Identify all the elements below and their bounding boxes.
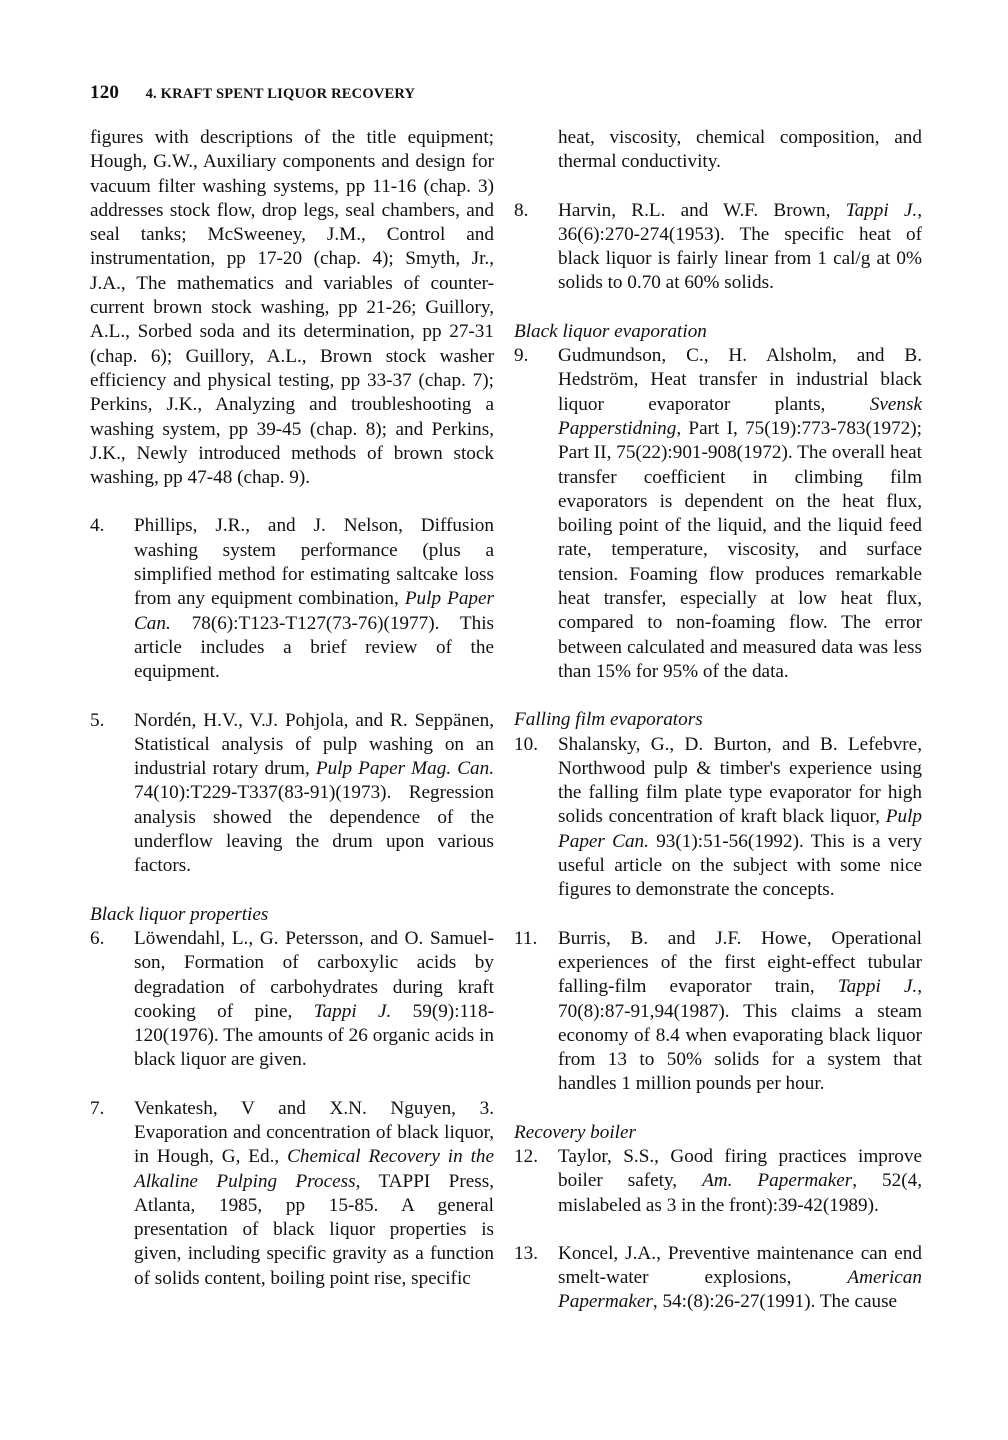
reference-text: , TAPPI Press, Atlanta, 1985, pp 15-85. A general presentation of black liquor properties is given, including specific gravity as a function of solids content, boiling point rise, specific <box>134 1170 494 1289</box>
reference-text: , 36(6):270-274(1953). The specific heat of black liquor is fairly linear from 1 cal/g at 0% solids to 0.70 at 60% solids. <box>558 199 922 294</box>
reference-text: Taylor, S.S., Good firing practices improve boiler safety, <box>558 1145 922 1192</box>
reference-5 <box>90 709 494 879</box>
journal-title: Pulp Paper Can. <box>134 588 494 634</box>
reference-text: , 54:(8):26-27(1991). The cause <box>652 1291 898 1313</box>
reference-6 <box>90 927 494 1073</box>
reference-number: 10. <box>514 733 538 755</box>
reference-text: , 52(4, mislabeled as 3 in the front):39-42(1989). <box>558 1170 923 1216</box>
reference-text: 59(9):118-120(1976). The amounts of 26 organic acids in black liquor are given. <box>134 1000 494 1071</box>
journal-title: Pulp Paper Can. <box>558 806 922 852</box>
journal-title: American Papermaker <box>558 1267 922 1313</box>
section-heading-recovery-boiler: Recovery boiler <box>514 1121 636 1143</box>
reference-number: 9. <box>514 345 529 367</box>
book-title: Chemical Recovery in the Alkaline Pulping Process <box>134 1146 495 1192</box>
continuation-paragraph: heat, viscosity, chemical composition, and thermal conductivity. <box>558 127 922 173</box>
reference-number: 7. <box>90 1097 105 1119</box>
reference-4 <box>90 514 494 684</box>
journal-title: Pulp Paper Mag. Can. <box>315 758 494 780</box>
reference-text: 93(1):51-56(1992). This is a very useful article on the subject with some nice figures to demonstrate the concepts. <box>558 830 922 901</box>
journal-title: Am. Papermaker <box>702 1170 853 1192</box>
reference-text: Harvin, R.L. and W.F. Brown, <box>558 199 846 221</box>
journal-title: Tappi J. <box>845 199 918 221</box>
reference-text: , 70(8):87-91,94(1987). This claims a steam economy of 8.4 when evaporating black liquor from 13 to 50% solids for a system that handles 1 million pounds per hour. <box>558 976 922 1095</box>
reference-13 <box>514 1242 922 1315</box>
right-column <box>514 126 922 1315</box>
continuation-paragraph: figures with descriptions of the title equipment; Hough, G.W., Auxiliary components and design for vacuum filter washing systems, pp 11-16 (chap. 3) addresses stock flow, drop legs, seal chambers, and seal tanks; McSweeney, J.M., Control and instrumentation, pp 17-20 (chap. 4); Smyth, Jr., J.A., The mathematics and variables of counter-current brown stock washing, pp 21-26; Guillory, A.L., Sorbed soda and its determination, pp 27-31 (chap. 6); Guillory, A.L., Brown stock washer efficiency and physical testing, pp 33-37 (chap. 7); Perkins, J.K., Analyzing and troubleshooting a washing system, pp 39-45 (chap. 8); and Perkins, J.K., Newly introduced methods of brown stock washing, pp 47-48 (chap. 9). <box>90 127 494 489</box>
journal-title: Tappi J. <box>313 1000 392 1022</box>
reference-number: 4. <box>90 515 105 537</box>
reference-number: 6. <box>90 927 105 949</box>
reference-text: Koncel, J.A., Preventive maintenance can end smelt-water explosions, <box>558 1242 922 1289</box>
reference-number: 5. <box>90 709 105 731</box>
reference-8 <box>514 199 922 296</box>
reference-text: Shalansky, G., D. Burton, and B. Lefebvre, Northwood pulp & timber's experience using the falling film plate type evaporator for high solids concentration of kraft black liquor, <box>558 733 922 828</box>
section-heading-black-liquor-evaporation: Black liquor evaporation <box>514 320 707 342</box>
section-heading-falling-film-evaporators: Falling film evaporators <box>514 709 703 731</box>
reference-number: 11. <box>514 927 538 949</box>
reference-text: Nordén, H.V., V.J. Pohjola, and R. Seppänen, Statistical analysis of pulp washing on an industrial rotary drum, <box>134 709 494 780</box>
reference-text: Phillips, J.R., and J. Nelson, Diffusion washing system performance (plus a simplified method for estimating saltcake loss from any equipment combination, <box>134 515 494 610</box>
reference-text: , Part I, 75(19):773-783(1972); Part II, 75(22):901-908(1972). The overall heat transfer coefficient in climbing film evaporators is dependent on the heat flux, boiling point of the liquid, and the liquid feed rate, temperature, viscosity, and surface tension. Foaming flow produces remarkable heat transfer, especially at low heat flux, compared to non-foaming flow. The error between calculated and measured data was less than 15% for 95% of the data. <box>558 417 922 682</box>
reference-number: 8. <box>514 199 529 221</box>
reference-10 <box>514 733 922 903</box>
reference-9 <box>514 344 922 684</box>
reference-text: Gudmundson, C., H. Alsholm, and B. Hedström, Heat transfer in industrial black liquor evaporator plants, <box>558 345 922 415</box>
reference-text: 78(6):T123-T127(73-76)(1977). This article includes a brief review of the equipment. <box>134 612 494 683</box>
reference-text: Venkatesh, V and X.N. Nguyen, 3. Evaporation and concentration of black liquor, in Hough, G, Ed., <box>134 1097 494 1168</box>
reference-text: Burris, B. and J.F. Howe, Operational experiences of the first eight-effect tubular falling-film evaporator train, <box>558 927 922 998</box>
page-header <box>90 82 415 104</box>
section-heading-black-liquor-properties: Black liquor properties <box>90 903 269 925</box>
reference-number: 12. <box>514 1145 538 1167</box>
reference-text: 74(10):T229-T337(83-91)(1973). Regression analysis showed the dependence of the underflow leaving the drum upon various factors. <box>134 782 494 877</box>
running-head: 4. KRAFT SPENT LIQUOR RECOVERY <box>145 86 416 102</box>
reference-11 <box>514 927 922 1097</box>
left-column <box>90 126 494 1291</box>
journal-title: Svensk Papperstidning <box>558 393 922 439</box>
reference-number: 13. <box>514 1242 538 1264</box>
reference-7 <box>90 1097 494 1291</box>
reference-text: Löwendahl, L., G. Petersson, and O. Samuel-son, Formation of carboxylic acids by degradation of carbohydrates during kraft cooking of pine, <box>134 927 494 1022</box>
page-number: 120 <box>90 82 120 103</box>
reference-12 <box>514 1145 922 1218</box>
journal-title: Tappi J. <box>837 976 918 998</box>
